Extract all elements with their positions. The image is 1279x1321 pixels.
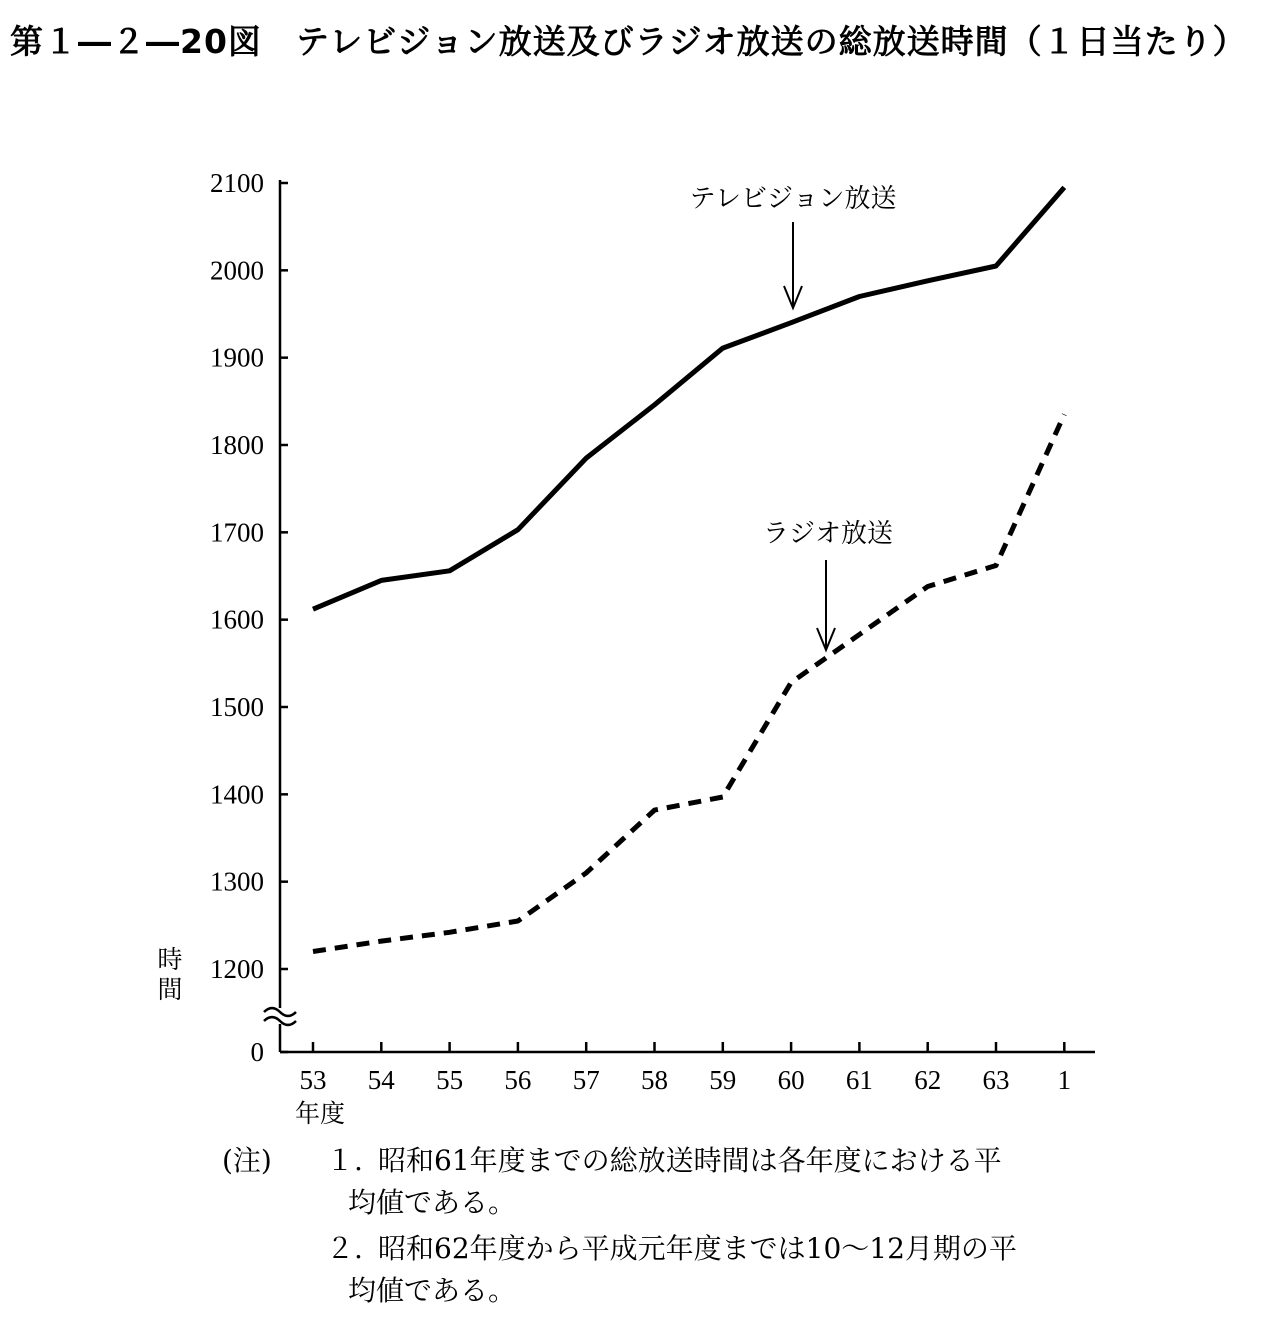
y-tick-label: 1900 — [210, 342, 264, 373]
x-tick-label: 59 — [709, 1065, 737, 1095]
x-tick-label: 54 — [367, 1065, 395, 1095]
x-tick-label: 56 — [504, 1065, 532, 1095]
axis-break-mark — [264, 1017, 296, 1025]
y-axis-label: 間 — [157, 975, 183, 1004]
y-tick-label: 1400 — [210, 779, 264, 810]
x-tick-label: 1 — [1057, 1065, 1072, 1095]
note-text-continued: 均値である。 — [348, 1186, 517, 1219]
y-tick-label: 1300 — [210, 866, 264, 897]
y-axis-label: 時 — [157, 945, 183, 974]
x-axis-label: 年度 — [294, 1099, 346, 1128]
note-text-continued: 均値である。 — [348, 1274, 517, 1307]
y-tick-label: 1800 — [210, 430, 264, 460]
note-text: 昭和61年度までの総放送時間は各年度における平 — [378, 1144, 1002, 1177]
x-tick-label: 60 — [777, 1065, 805, 1095]
y-tick-label: 1700 — [210, 517, 264, 548]
annotation-radio-label: ラジオ放送 — [762, 519, 894, 549]
annotation-television-label: テレビジョン放送 — [689, 184, 897, 214]
x-tick-label: 57 — [572, 1065, 600, 1095]
x-tick-label: 55 — [436, 1065, 464, 1095]
y-tick-label: 2000 — [210, 255, 264, 286]
series-line-radio — [313, 414, 1064, 951]
figure-title: 第１―２―20図 テレビジョン放送及びラジオ放送の総放送時間（１日当たり） — [10, 22, 1247, 61]
x-tick-label: 62 — [914, 1065, 942, 1095]
note-number: １. — [326, 1144, 363, 1177]
y-tick-label: 1500 — [210, 692, 264, 722]
x-tick-label: 63 — [982, 1065, 1010, 1095]
notes-label: (注) — [222, 1144, 272, 1177]
y-tick-label: 1600 — [210, 604, 264, 635]
y-tick-label: 1200 — [210, 954, 264, 984]
note-number: ２. — [326, 1232, 363, 1265]
y-tick-label: 2100 — [210, 168, 264, 198]
axis-break-mark — [264, 1008, 296, 1016]
note-text: 昭和62年度から平成元年度までは10～12月期の平 — [378, 1232, 1017, 1265]
x-tick-label: 58 — [641, 1065, 668, 1095]
series-line-television — [313, 187, 1064, 609]
x-tick-label: 61 — [845, 1065, 873, 1095]
x-tick-label: 53 — [299, 1065, 327, 1095]
y-tick-label: 0 — [250, 1037, 264, 1067]
